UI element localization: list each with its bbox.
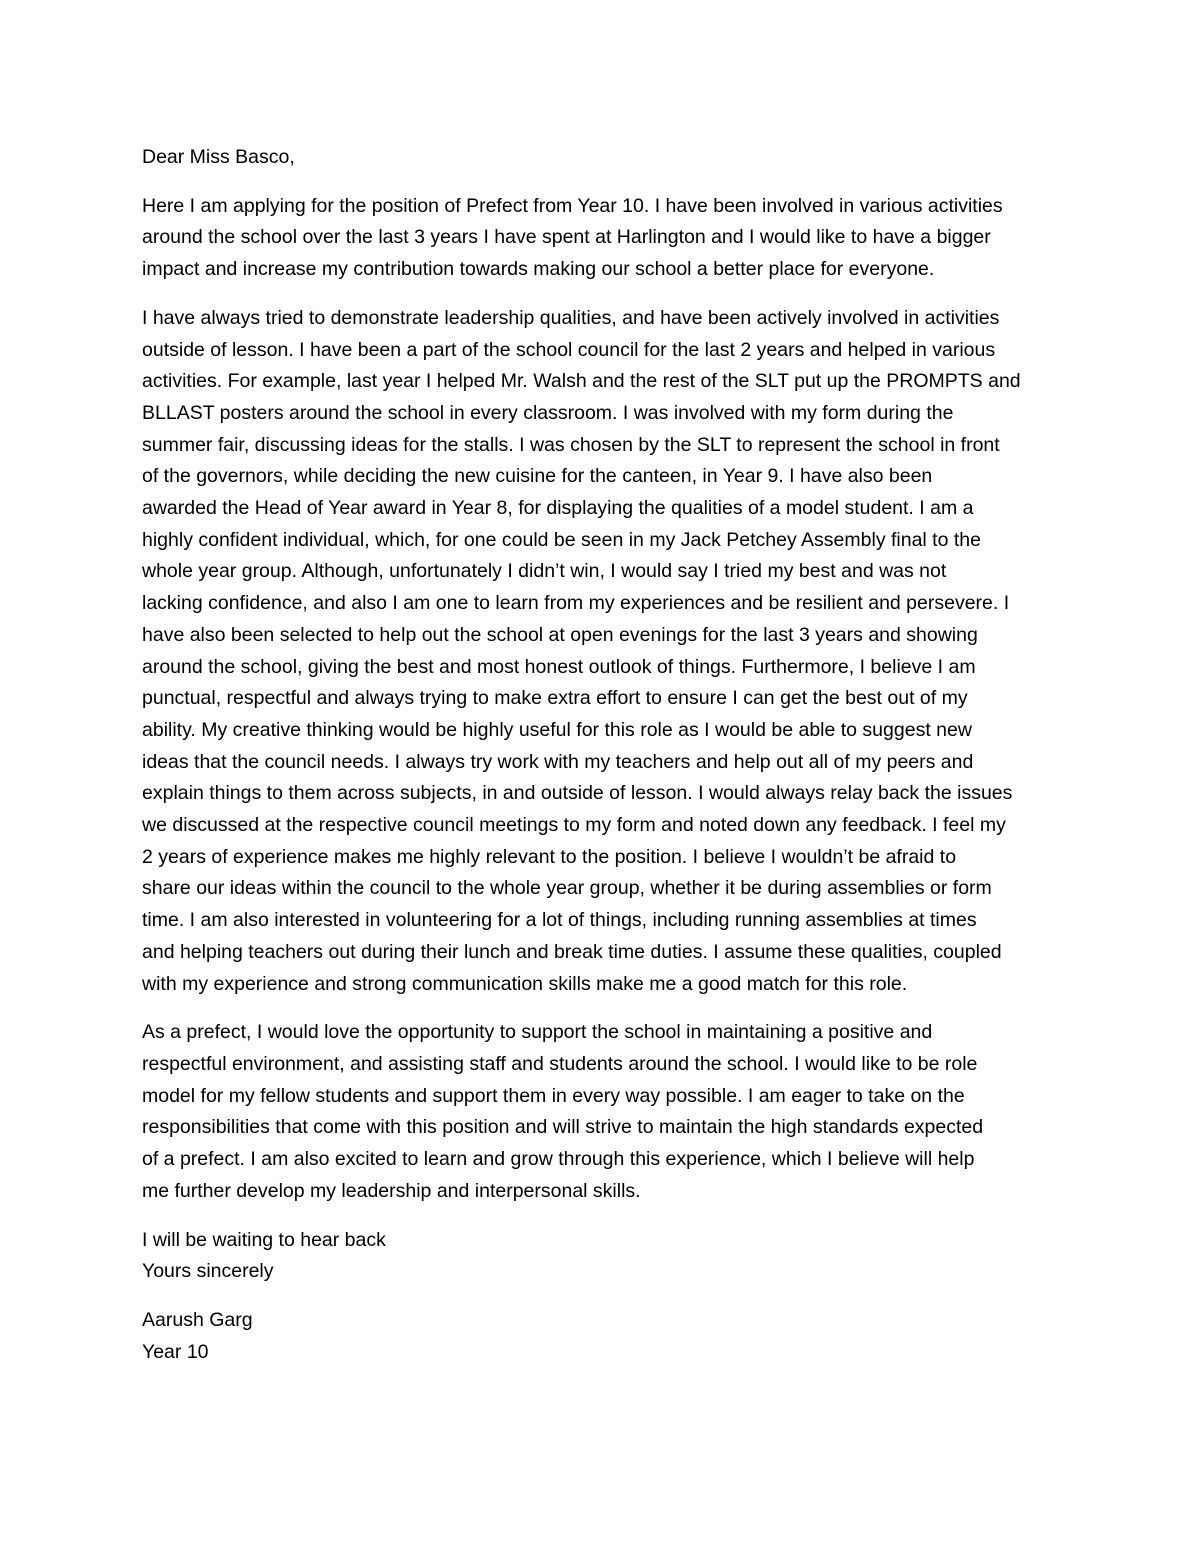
paragraph-line: impact and increase my contribution towards making our school a better place for everyone. xyxy=(142,258,935,281)
paragraph-line: highly confident individual, which, for one could be seen in my Jack Petchey Assembly final to the xyxy=(142,528,981,551)
closing xyxy=(142,1225,1062,1288)
paragraph-line: summer fair, discussing ideas for the stalls. I was chosen by the SLT to represent the school in front xyxy=(142,433,1000,456)
paragraph-line: awarded the Head of Year award in Year 8, for displaying the qualities of a model student. I am a xyxy=(142,497,974,520)
paragraph-line: explain things to them across subjects, in and outside of lesson. I would always relay back the issues xyxy=(142,782,1013,805)
paragraph-line: I have always tried to demonstrate leadership qualities, and have been actively involved in activities xyxy=(142,306,1000,329)
paragraph-line: respectful environment, and assisting staff and students around the school. I would like to be role xyxy=(142,1052,978,1075)
paragraph-line: and helping teachers out during their lunch and break time duties. I assume these qualities, coupled xyxy=(142,940,1002,963)
paragraph-line: time. I am also interested in volunteering for a lot of things, including running assemblies at times xyxy=(142,909,977,932)
signature-year: Year 10 xyxy=(142,1340,209,1363)
paragraph-line: me further develop my leadership and interpersonal skills. xyxy=(142,1179,641,1202)
paragraph-line: outside of lesson. I have been a part of the school council for the last 2 years and helped in various xyxy=(142,338,996,361)
closing-line: I will be waiting to hear back xyxy=(142,1228,386,1251)
paragraph-prefect-role xyxy=(142,1017,1062,1207)
paragraph-line: ideas that the council needs. I always try work with my teachers and help out all of my peers and xyxy=(142,750,974,773)
paragraph-line: punctual, respectful and always trying to make extra effort to ensure I can get the best out of my xyxy=(142,687,968,710)
paragraph-line: of a prefect. I am also excited to learn and grow through this experience, which I believe will help xyxy=(142,1148,975,1171)
paragraph-line: model for my fellow students and support them in every way possible. I am eager to take on the xyxy=(142,1084,965,1107)
paragraph-line: share our ideas within the council to the whole year group, whether it be during assemblies or form xyxy=(142,877,992,900)
paragraph-line: lacking confidence, and also I am one to learn from my experiences and be resilient and persevere. I xyxy=(142,592,1010,615)
paragraph-line: BLLAST posters around the school in every classroom. I was involved with my form during the xyxy=(142,401,954,424)
paragraph-line: whole year group. Although, unfortunately I didn’t win, I would say I tried my best and was not xyxy=(142,560,947,583)
paragraph-line: have also been selected to help out the school at open evenings for the last 3 years and showing xyxy=(142,623,978,646)
paragraph-line: activities. For example, last year I helped Mr. Walsh and the rest of the SLT put up the PROMPTS and xyxy=(142,370,1021,393)
paragraph-line: responsibilities that come with this position and will strive to maintain the high standards expected xyxy=(142,1116,984,1139)
paragraph-experience xyxy=(142,303,1062,1000)
paragraph-line: As a prefect, I would love the opportunity to support the school in maintaining a positive and xyxy=(142,1021,933,1044)
paragraph-line: we discussed at the respective council meetings to my form and noted down any feedback. I feel my xyxy=(142,814,1006,837)
letter-body xyxy=(142,142,1062,1385)
paragraph-line: around the school over the last 3 years I have spent at Harlington and I would like to have a bigger xyxy=(142,226,991,249)
salutation: Dear Miss Basco, xyxy=(142,146,295,168)
paragraph-line: of the governors, while deciding the new cuisine for the canteen, in Year 9. I have also been xyxy=(142,465,933,488)
paragraph-line: ability. My creative thinking would be highly useful for this role as I would be able to suggest new xyxy=(142,718,972,741)
signature xyxy=(142,1305,1062,1368)
paragraph-intro xyxy=(142,191,1062,286)
closing-line: Yours sincerely xyxy=(142,1260,274,1283)
paragraph-line: Here I am applying for the position of Prefect from Year 10. I have been involved in various activities xyxy=(142,194,1003,217)
paragraph-line: 2 years of experience makes me highly relevant to the position. I believe I wouldn’t be afraid to xyxy=(142,845,957,868)
paragraph-line: with my experience and strong communication skills make me a good match for this role. xyxy=(142,972,908,995)
paragraph-line: around the school, giving the best and most honest outlook of things. Furthermore, I believe I am xyxy=(142,655,976,678)
signature-name: Aarush Garg xyxy=(142,1308,253,1331)
